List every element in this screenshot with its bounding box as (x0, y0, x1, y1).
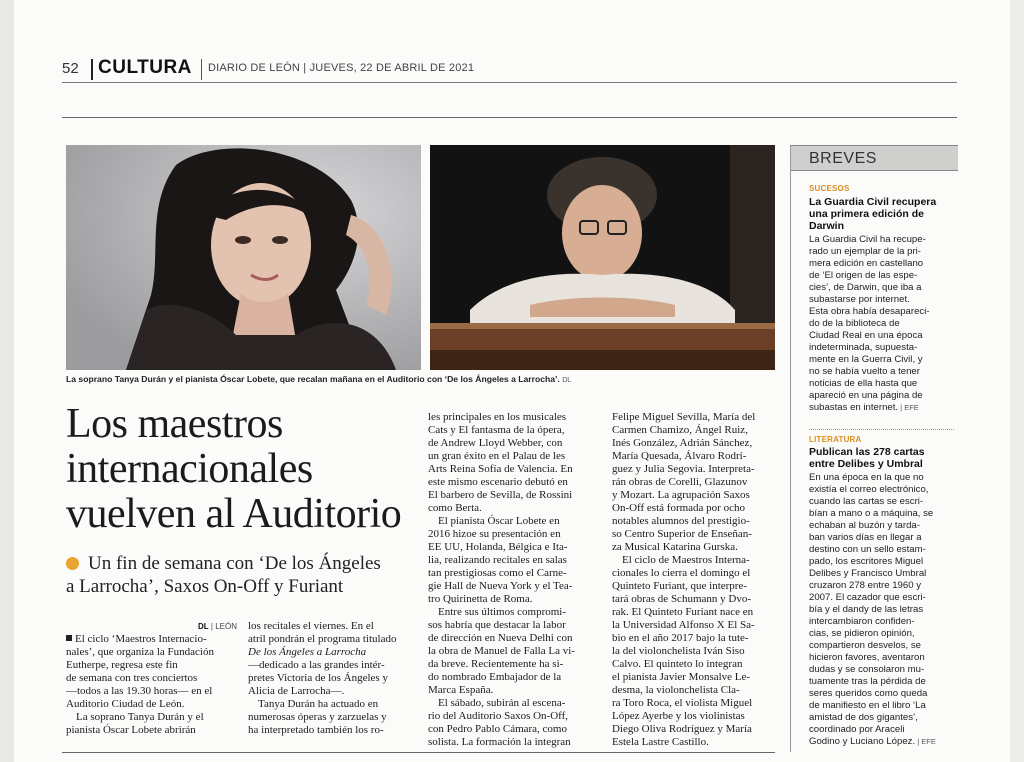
article-line: Quinteto Furiant, que interpre- (612, 580, 748, 592)
article-line: El barbero de Sevilla, de Rossini (428, 489, 573, 501)
brief-text-line: En una época en la que no (809, 472, 924, 483)
brief-text-line: do de la biblioteca de (809, 318, 900, 329)
brief-text-line: mera edición en castellano (809, 258, 924, 269)
article-line: do nombrado Embajador de la (428, 671, 562, 683)
article-line: y Mozart. La agrupación Saxos (612, 489, 750, 501)
article-line: El ciclo de Maestros Interna- (622, 554, 750, 566)
brief-text-line: apareció en una página de (809, 390, 923, 401)
brief-text-line: de ‘El origen de las espe- (809, 270, 918, 281)
article-line: Tanya Durán ha actuado en (258, 698, 379, 710)
article-line: Felipe Miguel Sevilla, María del (612, 411, 756, 423)
brief-title (809, 446, 959, 470)
brief-text-line: subastas en internet. | EFE (809, 402, 919, 413)
article-line: desma, la violonchelista Cla- (612, 684, 740, 696)
brief-text-line: dudas y se consolaron mu- (809, 664, 925, 675)
article-line: María Quesada, Álvaro Rodrí- (612, 450, 747, 462)
article-line: EE UU, Holanda, Bélgica e Ita- (428, 541, 568, 553)
article-line: El pianista Óscar Lobete en (438, 515, 560, 527)
brief-text-line: Delibes y Francisco Umbral (809, 568, 927, 579)
article-line: Marca España. (428, 684, 494, 696)
byline (198, 622, 237, 631)
headline (66, 402, 416, 537)
brief-text-line: subastarse por internet. (809, 294, 910, 305)
brief-text-line: Godino y Luciano López. | EFE (809, 736, 936, 747)
brief-text-line: mente en la Guerra Civil, y (809, 354, 923, 365)
photo-soprano (66, 145, 421, 370)
article-line: —todos a las 19.30 horas— en el (66, 685, 213, 697)
brief-text-line: ban varios días en llegar a (809, 532, 922, 543)
byline-place: LEÓN (215, 622, 238, 631)
article-column-3 (428, 411, 596, 749)
article-line: da breve. Recientemente ha si- (428, 658, 564, 670)
brief-separator (809, 429, 954, 430)
headline-line: vuelven al Auditorio (66, 491, 402, 537)
article-line: La soprano Tanya Durán y el (76, 711, 204, 723)
brief-category: SUCESOS (809, 184, 850, 193)
subheadline-line: Un fin de semana con ‘De los Ángeles (88, 553, 381, 574)
article-line: numerosas óperas y zarzuelas y (248, 711, 387, 723)
photo-pianist (430, 145, 775, 370)
article-line: la obra de Manuel de Falla La vi- (428, 645, 575, 657)
brief-text-line: cias, se pidieron opinión, (809, 628, 915, 639)
article-line: Cats y El fantasma de la ópera, (428, 424, 565, 436)
brief-text-line: bía y el dandy de las letras (809, 604, 924, 615)
article-line: ra Toro Roca, el violista Miguel (612, 697, 753, 709)
brief-title-line: Darwin (809, 220, 845, 232)
article-line: de dirección en Nueva Delhi con (428, 632, 573, 644)
article-line: —dedicado a las grandes intér- (248, 659, 385, 671)
article-column-2 (248, 620, 413, 737)
brief-text-line: intercambiaron confiden- (809, 616, 915, 627)
brief-title-line: Publican las 278 cartas (809, 446, 925, 458)
brief-text (809, 234, 959, 414)
article-line: este mismo escenario debutó en (428, 476, 568, 488)
brief-text-line: de manifiesto en el libro ‘La (809, 700, 926, 711)
bullet-dot-icon (66, 557, 79, 570)
article-line: Diego Oliva Rodríguez y María (612, 723, 752, 735)
article-line: de Andrew Lloyd Webber, con (428, 437, 563, 449)
article-line: pianista Óscar Lobete abrirán (66, 724, 196, 736)
bottom-rule (62, 752, 775, 753)
brief-text-line: hicieron favores, aventaron (809, 652, 925, 663)
article-line: les principales en los musicales (428, 411, 567, 423)
article-line: como Berta. (428, 502, 482, 514)
soprano-illustration (66, 145, 421, 370)
brief-text-line: rado un ejemplar de la pri- (809, 246, 921, 257)
brief-text-line: seres queridos como queda (809, 688, 928, 699)
headline-line: internacionales (66, 446, 313, 492)
article-column-1 (66, 633, 243, 737)
brief-title-line: entre Delibes y Umbral (809, 458, 923, 470)
article-line: tan prestigiosas como el Carne- (428, 567, 567, 579)
article-line: 2016 hizoe su presentación en (428, 528, 561, 540)
headline-line: Los maestros (66, 401, 283, 447)
article-line: atril pondrán el programa titulado (248, 633, 397, 645)
brief-text-line: cruzaron 278 entre 1960 y (809, 580, 922, 591)
breves-sidebar (790, 145, 958, 752)
header-meta: DIARIO DE LEÓN | JUEVES, 22 DE ABRIL DE 2021 (208, 62, 475, 74)
article-line: sos habría que destacar la labor (428, 619, 566, 631)
page-gutter-right (1010, 0, 1024, 762)
brief-title-line: una primera edición de (809, 208, 924, 220)
article-line: Estela Lastre Castillo. (612, 736, 709, 748)
article-line: el pianista Javier Monsalve Le- (612, 671, 751, 683)
article-line: la Universidad Alfonso X El Sa- (612, 619, 755, 631)
article-line: Eutherpe, regresa este fin (66, 659, 178, 671)
brief-title-line: La Guardia Civil recupera (809, 196, 937, 208)
brief-text-line: bían a mano o a máquina, se (809, 508, 934, 519)
brief-text-line: Ciudad Real en una época (809, 330, 923, 341)
article-line: un gran éxito en el Palau de les (428, 450, 566, 462)
byline-separator: | (210, 622, 216, 631)
breves-title: BREVES (809, 150, 877, 167)
article-line: ha interpretado también los ro- (248, 724, 384, 736)
brief-text-line: tuamente tras la pérdida de (809, 676, 926, 687)
article-line: De los Ángeles a Larrocha (248, 646, 367, 658)
article-line: guez y Julia Segovia. Interpreta- (612, 463, 755, 475)
subheadline-line: a Larrocha’, Saxos On-Off y Furiant (66, 576, 344, 597)
article-line: de semana con tres conciertos (66, 672, 198, 684)
header-divider-thin (201, 59, 202, 80)
caption-credit: DL (562, 377, 572, 384)
article-line: bio en el año 2017 bajo la tute- (612, 632, 749, 644)
article-line: so Centro Superior de Enseñan- (612, 528, 752, 540)
brief-text-line: cies’, de Darwin, que iba a (809, 282, 922, 293)
article-line: cionales lo cierra el domingo el (612, 567, 751, 579)
brief-category: LITERATURA (809, 435, 862, 444)
photo-caption (66, 374, 775, 384)
brief-text-line: pado, los escritores Miguel (809, 556, 924, 567)
article-line: Calvo. El quinteto lo integran (612, 658, 743, 670)
article-line: Auditorio Ciudad de León. (66, 698, 185, 710)
brief-text-line: existía el correo electrónico, (809, 484, 929, 495)
brief-text-line: cuando las cartas se escri- (809, 496, 924, 507)
page-header (62, 56, 957, 83)
brief-title (809, 196, 959, 232)
brief-text-line: La Guardia Civil ha recupe- (809, 234, 926, 245)
page-gutter-left (0, 0, 14, 762)
article-line: notables alumnos del prestigio- (612, 515, 750, 527)
article-line: On-Off está formada por ocho (612, 502, 745, 514)
brief-credit: | EFE (915, 737, 936, 746)
brief-text-line: Esta obra había desapareci- (809, 306, 930, 317)
top-rule (62, 117, 957, 118)
caption-text: La soprano Tanya Durán y el pianista Óscar Lobete, que recalan mañana en el Auditorio con ‘De los Ángeles a Larrocha’. (66, 374, 560, 384)
brief-text (809, 472, 959, 748)
article-line: tará obras de Schumann y Dvo- (612, 593, 751, 605)
byline-agency: DL (198, 622, 209, 631)
article-line: Carmen Chamizo, Ángel Ruiz, (612, 424, 748, 436)
brief-text-line: 2007. El cazador que escri- (809, 592, 926, 603)
article-column-4 (612, 411, 778, 749)
article-line: pretes Victoria de los Ángeles y (248, 672, 388, 684)
brief-text-line: indeterminada, supuesta- (809, 342, 918, 353)
article-line: El sábado, subirán al escena- (438, 697, 566, 709)
brief-credit: | EFE (898, 403, 919, 412)
article-line: Arts Reina Sofía de Valencia. En (428, 463, 573, 475)
article-line: Entre sus últimos compromi- (438, 606, 567, 618)
article-line: tro Quirinetta de Roma. (428, 593, 533, 605)
article-line: solista. La formación la integran (428, 736, 571, 748)
article-line: lia, realizando recitales en salas (428, 554, 567, 566)
pianist-illustration (430, 145, 775, 370)
section-title: CULTURA (98, 57, 192, 78)
article-line: rak. El Quinteto Furiant nace en (612, 606, 754, 618)
page-number: 52 (62, 60, 79, 77)
brief-text-line: destino con un sello estam- (809, 544, 926, 555)
paragraph-marker-icon (66, 635, 72, 641)
brief-text-line: coordinado por Araceli (809, 724, 905, 735)
article-line: rán obras de Corelli, Glazunov (612, 476, 748, 488)
brief-text-line: no se había vuelto a tener (809, 366, 920, 377)
article-line: Inés González, Adrián Sánchez, (612, 437, 753, 449)
article-line: Alicia de Larrocha—. (248, 685, 345, 697)
article-line: za Musical Katarina Gurska. (612, 541, 738, 553)
brief-text-line: echaban al buzón y tarda- (809, 520, 920, 531)
article-line: rio del Auditorio Saxos On-Off, (428, 710, 569, 722)
article-line: los recitales el viernes. En el (248, 620, 374, 632)
brief-text-line: amistad de dos gigantes’, (809, 712, 918, 723)
article-line: con Pedro Pablo Cámara, como (428, 723, 567, 735)
article-line: la del violonchelista Iván Siso (612, 645, 745, 657)
article-line: nales’, que organiza la Fundación (66, 646, 214, 658)
brief-text-line: compartieron desvelos, se (809, 640, 921, 651)
article-line: gie Hall de Nueva York y el Tea- (428, 580, 573, 592)
article-line: El ciclo ‘Maestros Internacio- (66, 633, 243, 646)
brief-text-line: noticias de ella hasta que (809, 378, 918, 389)
breves-header (791, 145, 958, 171)
header-divider (91, 59, 93, 80)
article-line: López Ayerbe y los violinistas (612, 710, 745, 722)
